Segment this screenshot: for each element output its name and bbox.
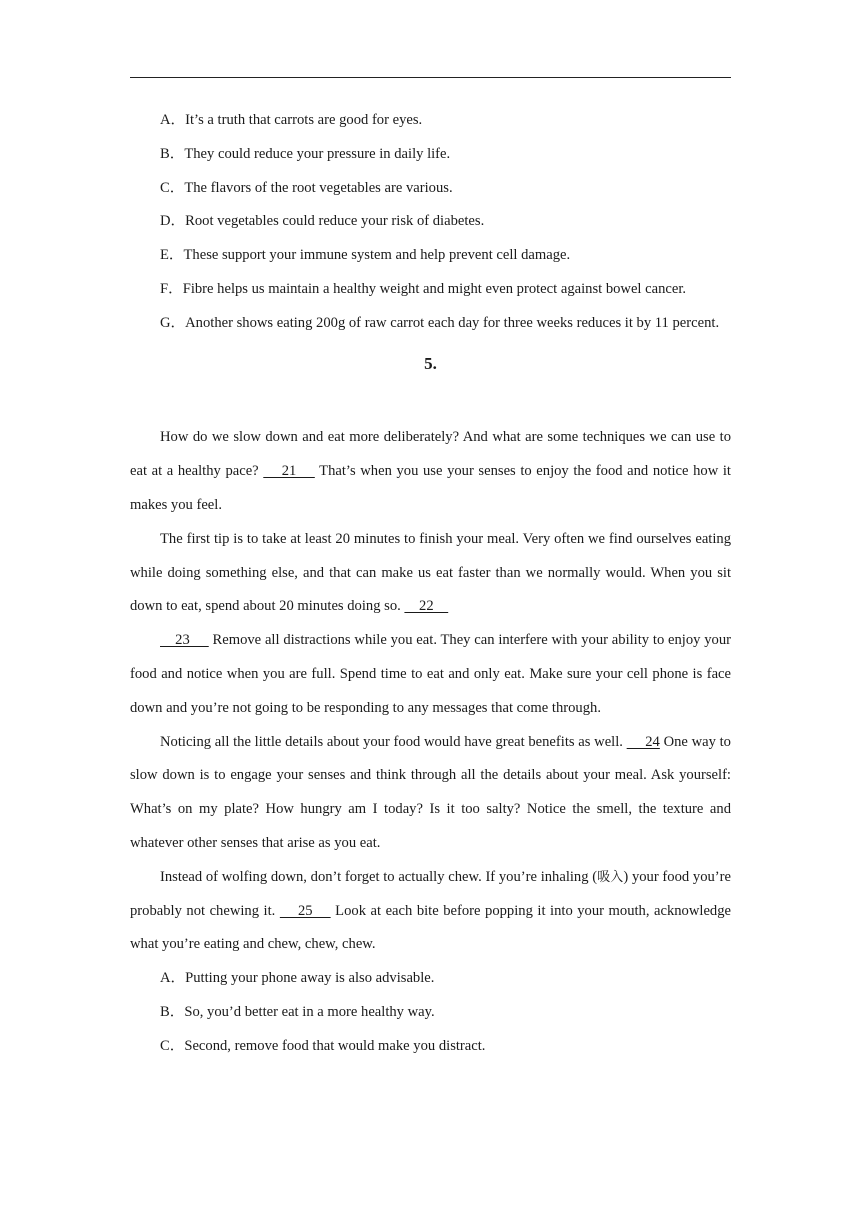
- passage-paragraph-1: [130, 421, 731, 522]
- paragraph-text: Remove all distractions while you eat. They can interfere with your ability to enjoy your food and notice when you are full. Spend time to eat and only eat. Make sure your cell phone is face down and you’re not going to be responding to any messages that come through.: [130, 632, 731, 716]
- paragraph-text: ) your food you’re probably not chewing it.: [130, 868, 731, 919]
- passage-paragraph-2: [130, 523, 731, 624]
- answer-option-c: C．Second, remove food that would make you distract.: [160, 1037, 486, 1054]
- option-b: B．They could reduce your pressure in daily life.: [160, 145, 451, 162]
- blank-25: 25: [279, 902, 331, 919]
- paragraph-text: Look at each bite before popping it into your mouth, acknowledge what you’re eating and chew, chew, chew.: [130, 902, 732, 953]
- paragraph-text: Instead of wolfing down, don’t forget to actually chew. If you’re inhaling (: [160, 868, 598, 885]
- chinese-gloss: 吸入: [597, 869, 624, 885]
- paragraph-text: How do we slow down and eat more deliberately? And what are some techniques we can use to eat at a healthy pace?: [130, 429, 731, 480]
- blank-21: 21: [263, 463, 315, 480]
- header-rule: [130, 77, 731, 78]
- paragraph-text: That’s when you use your senses to enjoy the food and notice how it makes you feel.: [130, 463, 731, 513]
- paragraph-text: One way to slow down is to engage your senses and think through all the details about your meal. Ask yourself: What’s on my plate? How hungry am I today? Is it too salty? Notice the smell, the texture and whatever other senses that arise as you eat.: [130, 733, 731, 851]
- document-body: [130, 104, 731, 1064]
- option-e: E．These support your immune system and help prevent cell damage.: [160, 247, 571, 264]
- answer-option-a: A．Putting your phone away is also advisable.: [160, 970, 435, 987]
- option-a: A．It’s a truth that carrots are good for eyes.: [160, 112, 423, 128]
- option-f: F．Fibre helps us maintain a healthy weight and might even protect against bowel cancer.: [160, 280, 687, 297]
- paragraph-text: The first tip is to take at least 20 minutes to finish your meal. Very often we find ourselves eating while doing something else, and that can make us eat faster than we normally would. When you sit down to eat, spend about 20 minutes doing so.: [130, 530, 731, 615]
- blank-24: 24: [626, 733, 660, 750]
- blank-23: 23: [160, 632, 209, 649]
- answer-option-b: B．So, you’d better eat in a more healthy way.: [160, 1003, 435, 1020]
- passage-paragraph-5: [130, 861, 731, 962]
- option-c: C．The flavors of the root vegetables are various.: [160, 179, 453, 196]
- paragraph-text: Noticing all the little details about your food would have great benefits as well.: [160, 733, 627, 750]
- option-d: D．Root vegetables could reduce your risk of diabetes.: [160, 213, 485, 230]
- section-heading: 5.: [424, 353, 437, 373]
- passage-paragraph-3: [130, 624, 731, 725]
- blank-22: 22: [404, 598, 449, 615]
- passage-paragraph-4: [130, 726, 731, 861]
- option-g: G．Another shows eating 200g of raw carrot each day for three weeks reduces it by 11 percent.: [160, 314, 720, 331]
